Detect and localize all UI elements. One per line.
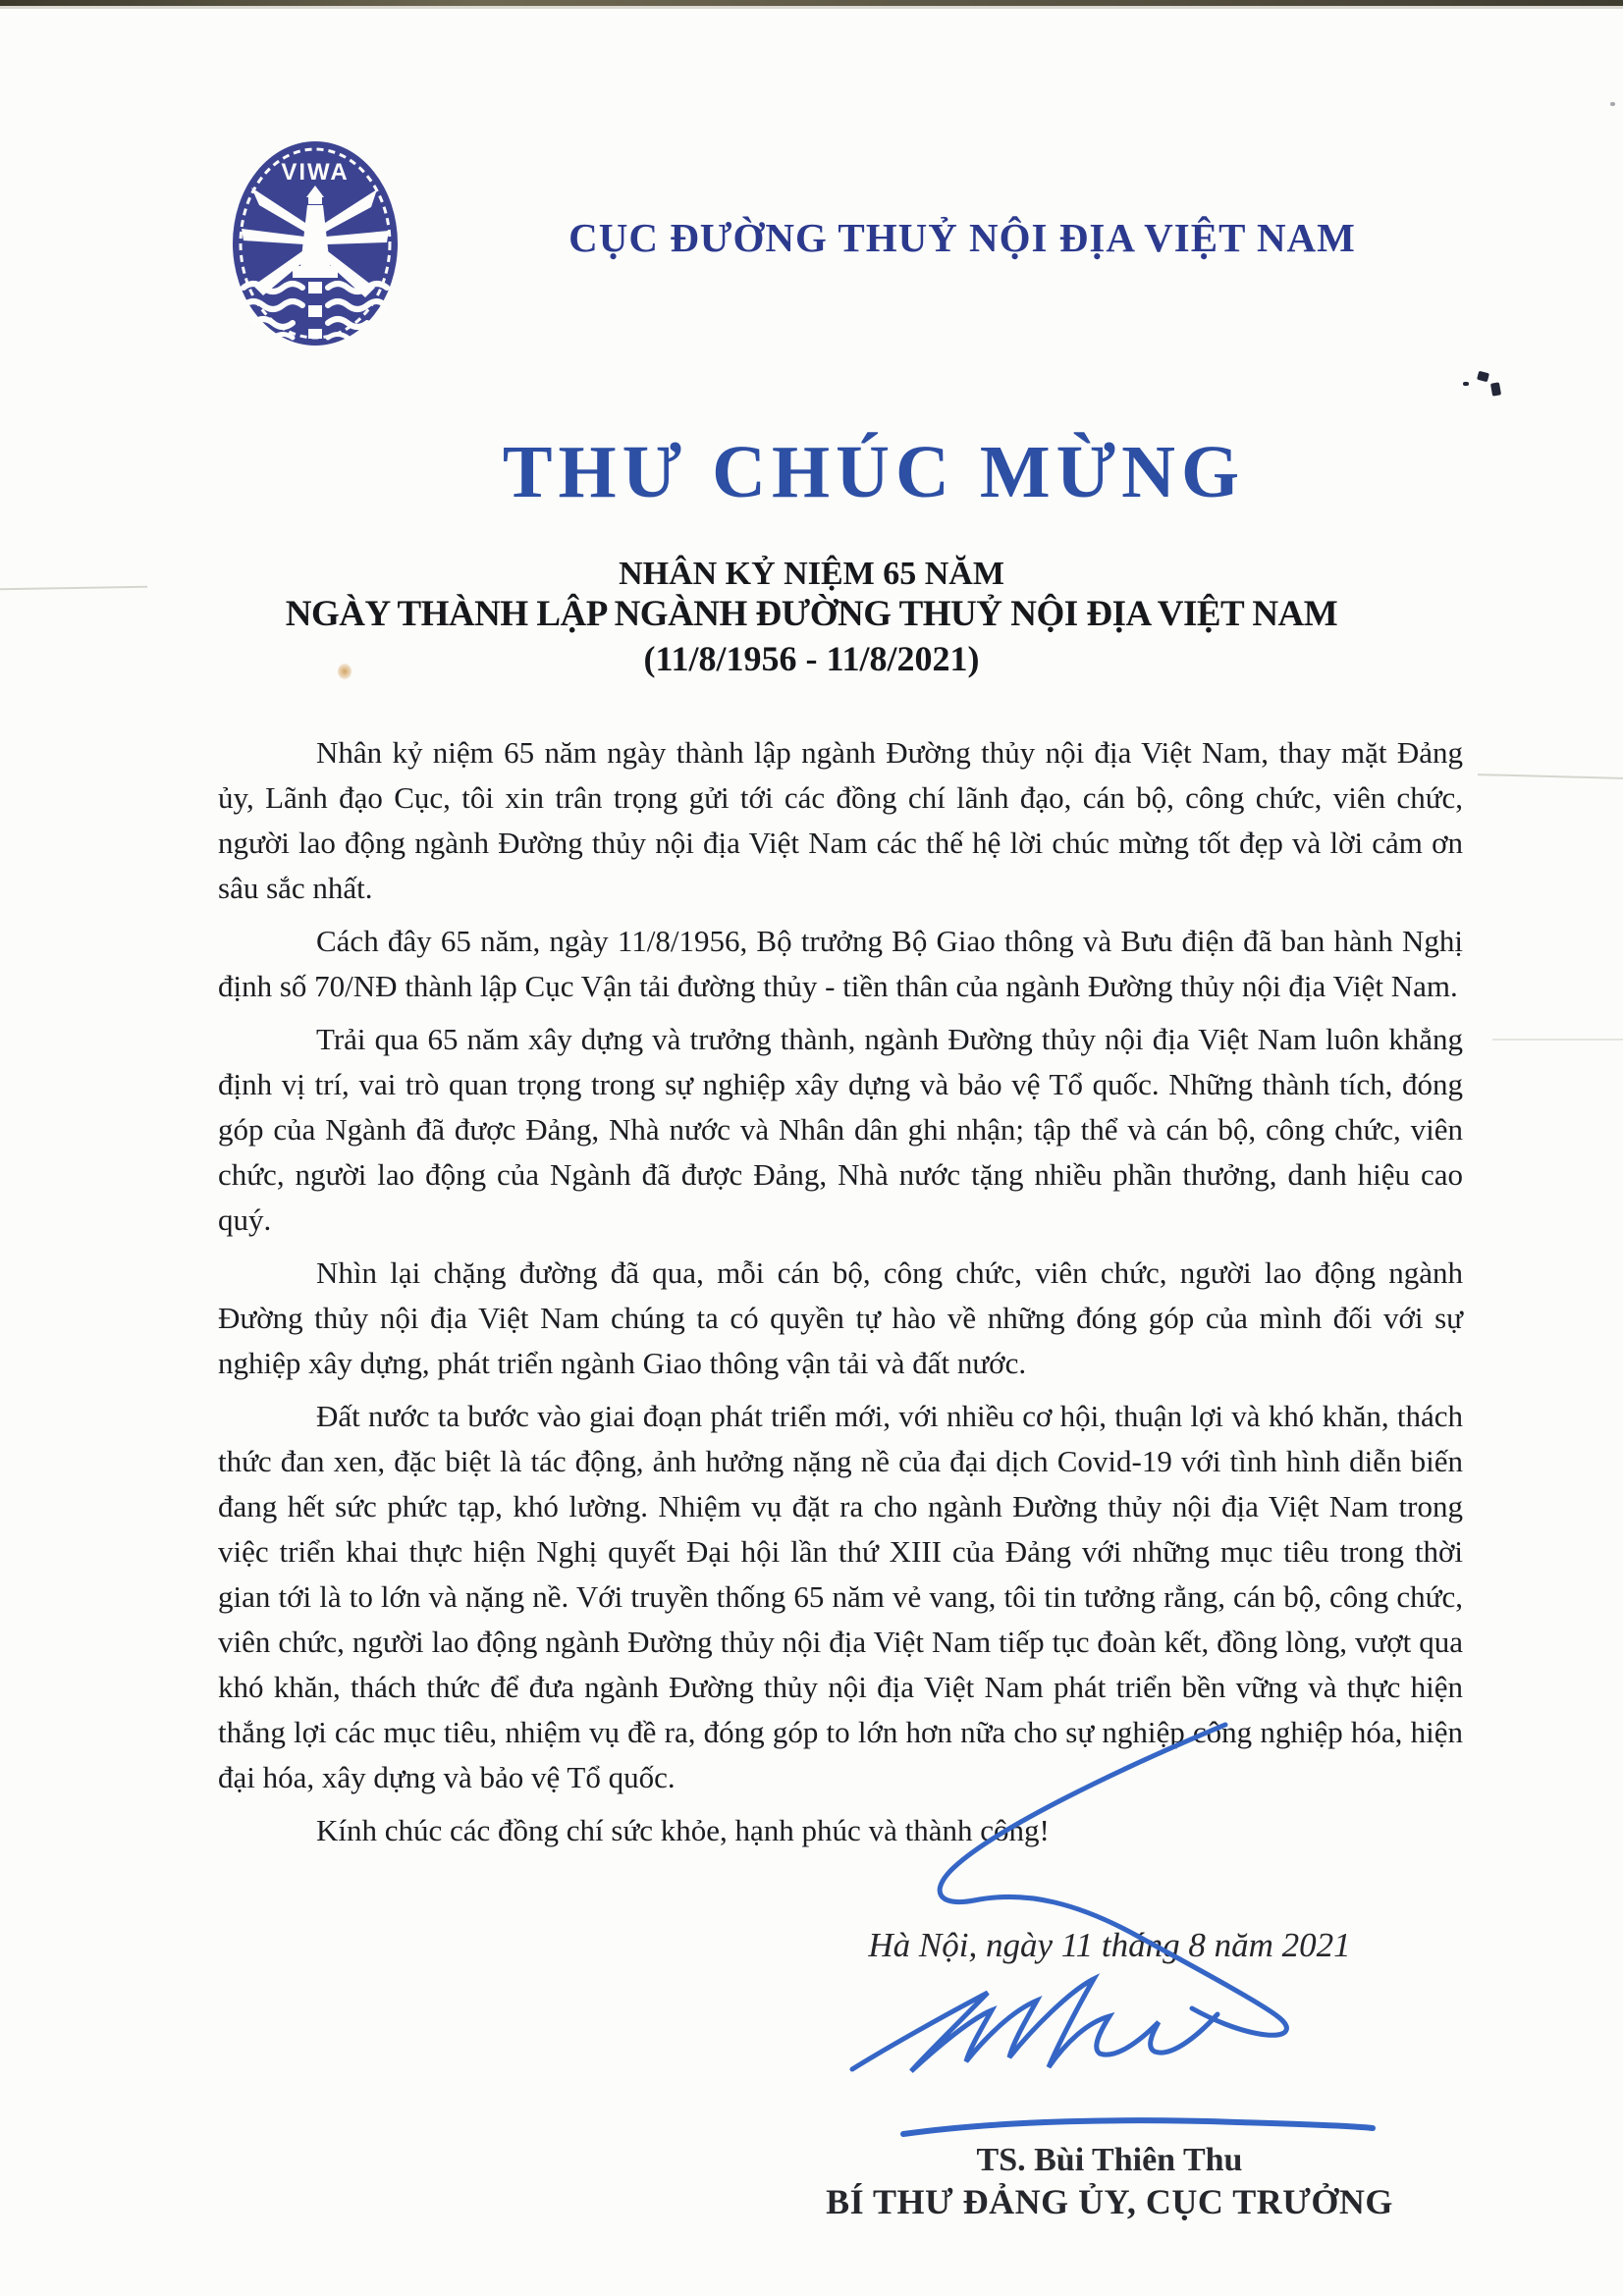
viwa-lighthouse-logo-icon: [230, 138, 401, 348]
ink-speck: [1463, 382, 1469, 386]
logo-viwa-text: VIWA: [281, 159, 350, 186]
paragraph-2: Cách đây 65 năm, ngày 11/8/1956, Bộ trưởng Bộ Giao thông và Bưu điện đã ban hành Nghị định số 70/NĐ thành lập Cục Vận tải đường thủy - tiền thân của ngành Đường thủy nội địa Việt Nam.: [218, 924, 1463, 1003]
paragraph-3: Trải qua 65 năm xây dựng và trưởng thành, ngành Đường thủy nội địa Việt Nam luôn khẳng định vị trí, vai trò quan trọng trong sự nghiệp xây dựng và bảo vệ Tổ quốc. Những thành tích, đóng góp của Ngành đã được Đảng, Nhà nước và Nhân dân ghi nhận; tập thể và cán bộ, công chức, viên chức, người lao động của Ngành đã được Đảng, Nhà nước tặng nhiều phần thưởng, danh hiệu cao quý.: [218, 1022, 1463, 1237]
paper-fold-mark: [1492, 1039, 1623, 1041]
letter-title: THƯ CHÚC MỪNG: [502, 431, 1246, 513]
date-place-line: Hà Nội, ngày 11 tháng 8 năm 2021: [868, 1926, 1351, 1964]
ink-speck: [1477, 371, 1489, 383]
signature-underline-stroke: [903, 2120, 1373, 2134]
paper-fold-mark: [1478, 774, 1623, 779]
subtitle-founding: NGÀY THÀNH LẬP NGÀNH ĐƯỜNG THUỶ NỘI ĐỊA VIỆT NAM: [285, 594, 1338, 634]
subtitle-dates: (11/8/1956 - 11/8/2021): [643, 639, 980, 678]
signature-scribble-stroke: [852, 1979, 1217, 2071]
paper-stain: [338, 664, 352, 679]
scanner-edge-shadow: [0, 6, 1623, 9]
ink-speck: [1610, 102, 1615, 106]
letter-body: [218, 730, 1463, 1861]
paragraph-5: Đất nước ta bước vào giai đoạn phát triển mới, với nhiều cơ hội, thuận lợi và khó khăn, thách thức đan xen, đặc biệt là tác động, ảnh hưởng nặng nề của đại dịch Covid-19 với tình hình diễn biến đang hết sức phức tạp, khó lường. Nhiệm vụ đặt ra cho ngành Đường thủy nội địa Việt Nam trong việc triển khai thực hiện Nghị quyết Đại hội lần thứ XIII của Đảng với những mục tiêu trong thời gian tới là to lớn và nặng nề. Với truyền thống 65 năm vẻ vang, tôi tin tưởng rằng, cán bộ, công chức, viên chức, người lao động ngành Đường thủy nội địa Việt Nam tiếp tục đoàn kết, đồng lòng, vượt qua khó khăn, thách thức để đưa ngành Đường thủy nội địa Việt Nam phát triển bền vững và thực hiện thắng lợi các mục tiêu, nhiệm vụ đề ra, đóng góp to lớn hơn nữa cho sự nghiệp công nghiệp hóa, hiện đại hóa, xây dựng và bảo vệ Tổ quốc.: [218, 1399, 1463, 1794]
paragraph-1: Nhân kỷ niệm 65 năm ngày thành lập ngành Đường thủy nội địa Việt Nam, thay mặt Đảng ủy, Lãnh đạo Cục, tôi xin trân trọng gửi tới các đồng chí lãnh đạo, cán bộ, công chức, viên chức, người lao động ngành Đường thủy nội địa Việt Nam các thế hệ lời chúc mừng tốt đẹp và lời cảm ơn sâu sắc nhất.: [218, 735, 1463, 905]
ink-speck: [1490, 382, 1501, 396]
signer-title: BÍ THƯ ĐẢNG ỦY, CỤC TRƯỞNG: [826, 2182, 1393, 2221]
closing-wish: Kính chúc các đồng chí sức khỏe, hạnh phúc và thành công!: [316, 1813, 1050, 1847]
paragraph-4: Nhìn lại chặng đường đã qua, mỗi cán bộ, công chức, viên chức, người lao động ngành Đường thủy nội địa Việt Nam chúng ta có quyền tự hào về những đóng góp của mình đối với sự nghiệp xây dựng, phát triển ngành Giao thông vận tải và đất nước.: [218, 1255, 1463, 1380]
signer-name: TS. Bùi Thiên Thu: [976, 2142, 1243, 2178]
subtitle-anniversary: NHÂN KỶ NIỆM 65 NĂM: [619, 556, 1004, 592]
organization-name: CỤC ĐƯỜNG THUỶ NỘI ĐỊA VIỆT NAM: [568, 215, 1356, 260]
